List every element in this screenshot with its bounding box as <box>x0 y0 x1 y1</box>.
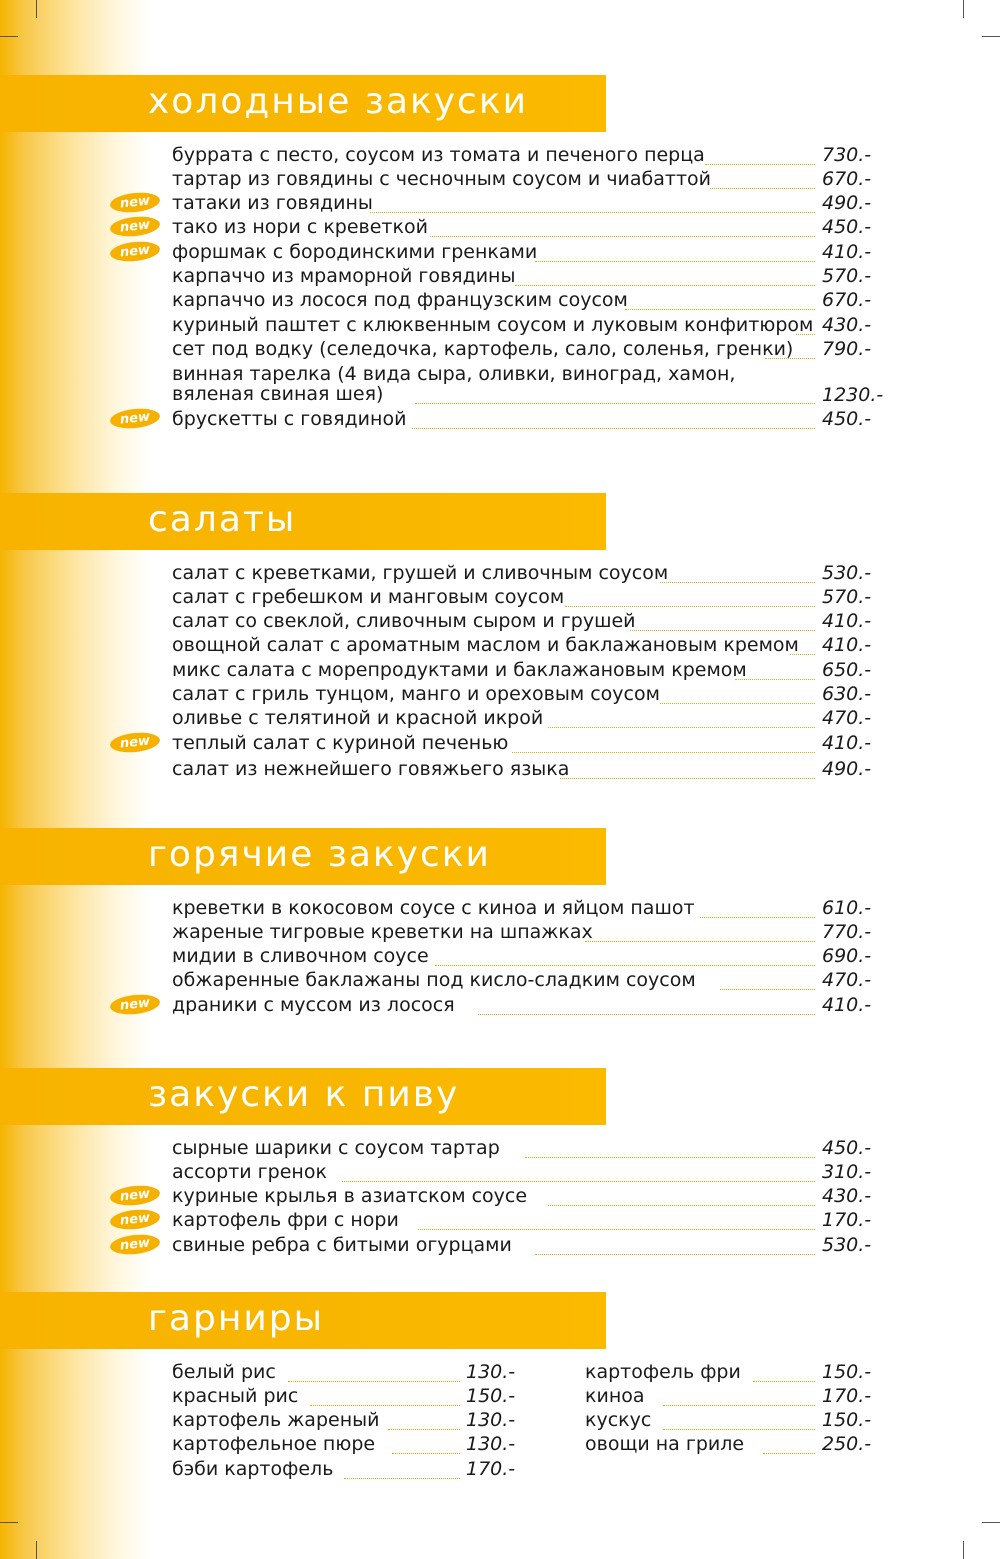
item-price: 770.- <box>822 921 872 943</box>
item-price: 150.- <box>466 1385 516 1407</box>
dot-leader <box>765 358 815 359</box>
dot-leader <box>435 965 815 966</box>
item-name: овощи на гриле <box>585 1433 745 1455</box>
dot-leader <box>418 1229 815 1230</box>
dot-leader <box>660 703 815 704</box>
item-name: салат с гребешком и манговым соусом <box>172 586 565 608</box>
new-badge: new <box>109 1183 161 1207</box>
menu-item <box>0 144 1000 168</box>
new-badge: new <box>109 214 161 238</box>
menu-item <box>0 408 1000 432</box>
item-name: обжаренные баклажаны под кисло-сладким соусом <box>172 969 696 991</box>
item-price: 670.- <box>822 168 872 190</box>
item-price: 310.- <box>822 1161 872 1183</box>
item-price: 730.- <box>822 144 872 166</box>
item-price: 250.- <box>822 1433 872 1455</box>
crop-mark <box>0 36 18 37</box>
crop-mark <box>982 1522 1000 1523</box>
menu-item <box>0 610 1000 634</box>
item-price: 490.- <box>822 758 872 780</box>
item-name: татаки из говядины <box>172 192 373 214</box>
item-price: 410.- <box>822 610 872 632</box>
item-price: 410.- <box>822 732 872 754</box>
dot-leader <box>660 582 815 583</box>
item-name: сет под водку (селедочка, картофель, сало, соленья, гренки) <box>172 338 794 360</box>
item-price: 1230.- <box>822 384 884 406</box>
dot-leader <box>515 285 815 286</box>
dot-leader <box>478 1014 815 1015</box>
menu-item <box>0 216 1000 240</box>
dot-leader <box>585 941 815 942</box>
item-name: сырные шарики с соусом тартар <box>172 1137 500 1159</box>
item-price: 130.- <box>466 1409 516 1431</box>
section-header-hot-appetizers <box>0 828 606 885</box>
item-price: 490.- <box>822 192 872 214</box>
menu-item <box>0 1185 1000 1209</box>
dot-leader <box>525 1157 815 1158</box>
item-name: киноа <box>585 1385 645 1407</box>
dot-leader <box>430 236 815 237</box>
menu-item <box>0 562 1000 586</box>
dot-leader <box>705 164 815 165</box>
crop-mark <box>36 1541 37 1559</box>
item-price: 670.- <box>822 289 872 311</box>
item-name: карпаччо из лосося под французским соусом <box>172 289 628 311</box>
item-name: теплый салат с куриной печенью <box>172 732 509 754</box>
dot-leader <box>663 1405 815 1406</box>
item-name-line2: вяленая свиная шея) <box>172 383 384 405</box>
item-name: картофель фри с нори <box>172 1209 399 1231</box>
item-name: куриный паштет с клюквенным соусом и луковым конфитюром <box>172 314 814 336</box>
item-name: мидии в сливочном соусе <box>172 945 429 967</box>
item-name: ассорти гренок <box>172 1161 327 1183</box>
new-badge: new <box>109 1232 161 1256</box>
item-name: драники с муссом из лосося <box>172 994 455 1016</box>
item-price: 150.- <box>822 1409 872 1431</box>
item-price: 470.- <box>822 969 872 991</box>
menu-item <box>0 659 1000 683</box>
item-name: креветки в кокосовом соусе с киноа и яйцом пашот <box>172 897 695 919</box>
menu-item <box>0 1234 1000 1258</box>
item-price: 450.- <box>822 408 872 430</box>
dot-leader <box>548 727 815 728</box>
dot-leader <box>753 1381 815 1382</box>
menu-item <box>0 758 1000 782</box>
crop-mark <box>963 1541 964 1559</box>
menu-item <box>0 168 1000 192</box>
dot-leader <box>535 1254 815 1255</box>
dot-leader <box>735 679 815 680</box>
item-name: винная тарелка (4 вида сыра, оливки, виноград, хамон, <box>172 363 736 385</box>
menu-item <box>0 921 1000 945</box>
section-title: холодные закуски <box>148 81 528 122</box>
dot-leader <box>565 606 815 607</box>
new-badge: new <box>109 190 161 214</box>
crop-mark <box>0 1522 18 1523</box>
menu-item <box>0 1137 1000 1161</box>
menu-item <box>0 1458 1000 1482</box>
item-price: 450.- <box>822 1137 872 1159</box>
item-name: салат из нежнейшего говяжьего языка <box>172 758 570 780</box>
menu-item <box>0 192 1000 216</box>
item-name: красный рис <box>172 1385 299 1407</box>
dot-leader <box>560 778 815 779</box>
item-name: карпаччо из мраморной говядины <box>172 265 516 287</box>
dot-leader <box>415 403 815 404</box>
item-name: бэби картофель <box>172 1458 334 1480</box>
new-badge: new <box>109 1207 161 1231</box>
item-name: брускетты с говядиной <box>172 408 407 430</box>
new-badge: new <box>109 730 161 754</box>
item-price: 170.- <box>466 1458 516 1480</box>
item-price: 410.- <box>822 241 872 263</box>
item-price: 530.- <box>822 562 872 584</box>
item-name: картофель жареный <box>172 1409 380 1431</box>
dot-leader <box>342 1181 815 1182</box>
item-price: 570.- <box>822 586 872 608</box>
section-title: салаты <box>148 499 297 540</box>
menu-item <box>0 707 1000 731</box>
crop-mark <box>36 0 37 18</box>
dot-leader <box>535 261 815 262</box>
section-header-sides <box>0 1292 606 1349</box>
item-name: свиные ребра с битыми огурцами <box>172 1234 512 1256</box>
section-header-cold-appetizers <box>0 75 606 132</box>
dot-leader <box>512 752 815 753</box>
new-badge: new <box>109 239 161 263</box>
item-name: салат со свеклой, сливочным сыром и грушей <box>172 610 636 632</box>
item-name: форшмак с бородинскими гренками <box>172 241 538 263</box>
menu-item <box>0 363 1000 409</box>
menu-item <box>0 1209 1000 1233</box>
item-price: 650.- <box>822 659 872 681</box>
crop-mark <box>963 0 964 18</box>
item-price: 530.- <box>822 1234 872 1256</box>
menu-item <box>0 314 1000 338</box>
menu-item <box>0 994 1000 1018</box>
dot-leader <box>796 334 815 335</box>
dot-leader <box>548 1205 815 1206</box>
item-price: 630.- <box>822 683 872 705</box>
item-name: буррата с песто, соусом из томата и печеного перца <box>172 144 705 166</box>
item-price: 610.- <box>822 897 872 919</box>
item-price: 410.- <box>822 634 872 656</box>
menu-item <box>0 586 1000 610</box>
item-name: микс салата с морепродуктами и баклажановым кремом <box>172 659 747 681</box>
menu-item <box>0 969 1000 993</box>
menu-item <box>413 1361 1000 1385</box>
dot-leader <box>700 917 815 918</box>
item-price: 130.- <box>466 1433 516 1455</box>
item-price: 790.- <box>822 338 872 360</box>
item-price: 150.- <box>822 1361 872 1383</box>
section-title: гарниры <box>148 1298 325 1339</box>
menu-item <box>0 338 1000 362</box>
section-header-beer-snacks <box>0 1068 606 1125</box>
menu-item <box>413 1409 1000 1433</box>
item-name: салат с гриль тунцом, манго и ореховым соусом <box>172 683 660 705</box>
dot-leader <box>344 1478 460 1479</box>
menu-item <box>413 1385 1000 1409</box>
item-name: белый рис <box>172 1361 276 1383</box>
dot-leader <box>720 989 815 990</box>
menu-item <box>413 1433 1000 1457</box>
item-price: 410.- <box>822 994 872 1016</box>
section-header-salads <box>0 493 606 550</box>
item-price: 130.- <box>466 1361 516 1383</box>
menu-item <box>0 683 1000 707</box>
item-price: 170.- <box>822 1209 872 1231</box>
item-price: 430.- <box>822 1185 872 1207</box>
menu-item <box>0 634 1000 658</box>
dot-leader <box>663 1429 815 1430</box>
item-name: тако из нори с креветкой <box>172 216 428 238</box>
item-price: 450.- <box>822 216 872 238</box>
item-price: 170.- <box>822 1385 872 1407</box>
dot-leader <box>790 654 815 655</box>
menu-item <box>0 732 1000 756</box>
crop-mark <box>982 36 1000 37</box>
menu-item <box>0 897 1000 921</box>
dot-leader <box>625 309 815 310</box>
item-name: куриные крылья в азиатском соусе <box>172 1185 528 1207</box>
item-name: картофель фри <box>585 1361 741 1383</box>
dot-leader <box>370 212 815 213</box>
dot-leader <box>710 188 815 189</box>
section-title: горячие закуски <box>148 834 491 875</box>
menu-item <box>0 945 1000 969</box>
item-price: 570.- <box>822 265 872 287</box>
new-badge: new <box>109 406 161 430</box>
menu-item <box>0 289 1000 313</box>
dot-leader <box>763 1453 815 1454</box>
item-name: овощной салат с ароматным маслом и баклажановым кремом <box>172 634 799 656</box>
item-price: 690.- <box>822 945 872 967</box>
section-title: закуски к пиву <box>148 1074 460 1115</box>
item-price: 430.- <box>822 314 872 336</box>
dot-leader <box>630 630 815 631</box>
item-name: оливье с телятиной и красной икрой <box>172 707 544 729</box>
menu-item <box>0 241 1000 265</box>
item-name: тартар из говядины с чесночным соусом и чиабаттой <box>172 168 712 190</box>
item-name: картофельное пюре <box>172 1433 376 1455</box>
dot-leader <box>412 428 815 429</box>
item-price: 470.- <box>822 707 872 729</box>
menu-item <box>0 265 1000 289</box>
menu-item <box>0 1161 1000 1185</box>
new-badge: new <box>109 992 161 1016</box>
item-name: жареные тигровые креветки на шпажках <box>172 921 593 943</box>
item-name: салат с креветками, грушей и сливочным соусом <box>172 562 669 584</box>
item-name: кускус <box>585 1409 652 1431</box>
